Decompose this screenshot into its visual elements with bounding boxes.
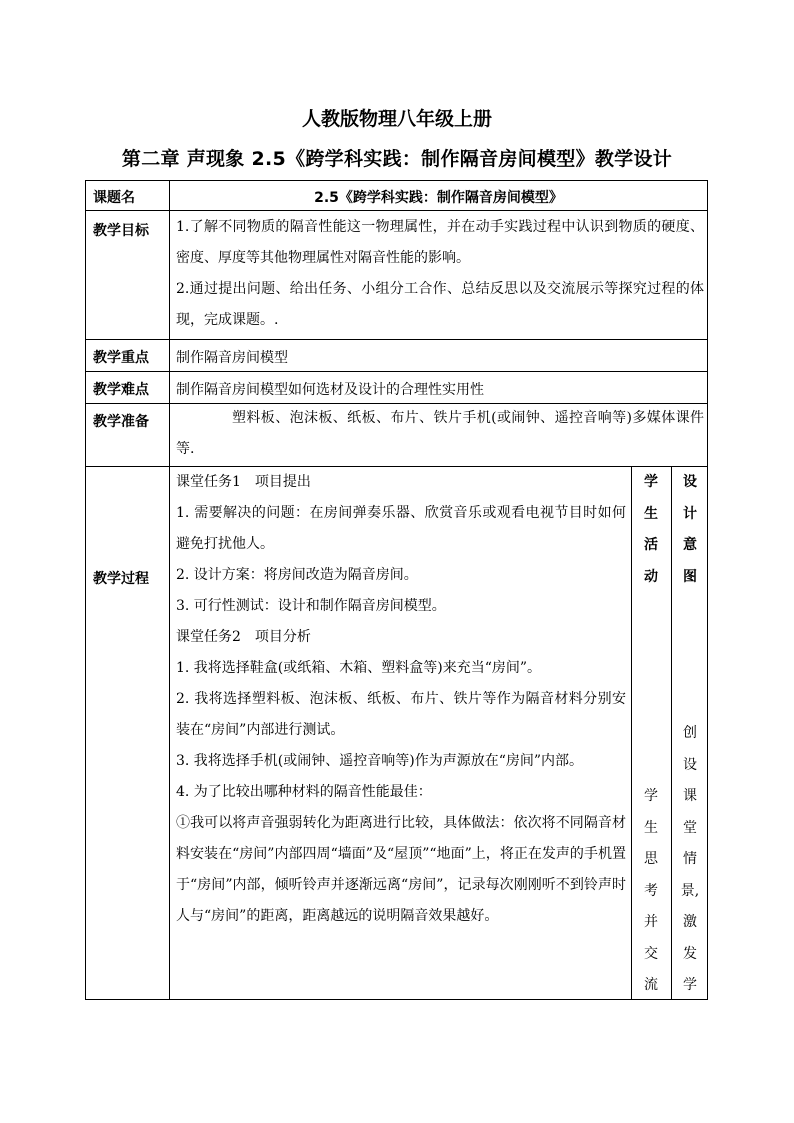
document-subtitle: 第二章 声现象 2.5《跨学科实践：制作隔音房间模型》教学设计 <box>121 148 673 170</box>
process-line: 3. 我将选择手机(或闹钟、遥控音响等)作为声源放在“房间”内部。 <box>176 753 584 769</box>
process-line: 课堂任务1 项目提出 <box>176 474 311 490</box>
table-label-divider <box>169 180 170 1000</box>
goals-label: 教学目标 <box>93 223 149 239</box>
process-line: 2. 我将选择塑料板、泡沫板、纸板、布片、铁片等作为隔音材料分别安装在“房间”内部进行测试。 <box>176 691 626 738</box>
row-divider <box>85 210 708 211</box>
design-intent-header: 设 计 意 图 <box>683 474 697 585</box>
column-divider <box>671 466 672 1000</box>
process-line: 1. 我将选择鞋盒(或纸箱、木箱、塑料盒等)来充当“房间”。 <box>176 660 542 676</box>
difficulty-value: 制作隔音房间模型如何选材及设计的合理性实用性 <box>176 382 484 398</box>
preparation-label: 教学准备 <box>93 414 149 430</box>
document-title: 人教版物理八年级上册 <box>301 108 492 130</box>
goals-text <box>176 212 704 336</box>
design-intent-text: 创 设 课 堂 情 景, 激 发 学 <box>680 725 700 993</box>
column-divider <box>631 466 632 1000</box>
process-text <box>176 467 626 932</box>
student-activity-header: 学 生 活 动 <box>644 474 658 585</box>
goals-paragraph-1: 1.了解不同物质的隔音性能这一物理属性，并在动手实践过程中认识到物质的硬度、密度、厚度等其他物理属性对隔音性能的影响。 <box>176 219 704 266</box>
topic-value: 2.5《跨学科实践：制作隔音房间模型》 <box>314 190 563 206</box>
process-label: 教学过程 <box>93 571 149 587</box>
row-divider <box>85 339 708 340</box>
process-line: 3. 可行性测试：设计和制作隔音房间模型。 <box>176 598 446 614</box>
student-activity-text: 学 生 思 考 并 交 流 <box>644 788 658 993</box>
process-line: 2. 设计方案：将房间改造为隔音房间。 <box>176 567 418 583</box>
goals-paragraph-2: 2.通过提出问题、给出任务、小组分工合作、总结反思以及交流展示等探究过程的体现，完成课题。. <box>176 281 704 328</box>
preparation-value: 塑料板、泡沫板、纸板、布片、铁片手机(或闹钟、遥控音响等)多媒体课件等. <box>176 410 704 457</box>
process-line: 4. 为了比较出哪种材料的隔音性能最佳： <box>176 784 432 800</box>
difficulty-label: 教学难点 <box>93 382 149 398</box>
row-divider <box>85 371 708 372</box>
process-line: 课堂任务2 项目分析 <box>176 629 311 645</box>
process-line: 1. 需要解决的问题：在房间弹奏乐器、欣赏音乐或观看电视节目时如何避免打扰他人。 <box>176 505 626 552</box>
topic-label: 课题名 <box>93 190 135 206</box>
key-point-label: 教学重点 <box>93 350 149 366</box>
key-point-value: 制作隔音房间模型 <box>176 350 288 366</box>
process-line: ①我可以将声音强弱转化为距离进行比较，具体做法：依次将不同隔音材料安装在“房间”内部四周“墙面”及“屋顶”“地面”上，将正在发声的手机置于“房间”内部，倾听铃声并逐渐远离“房间”，记录每次刚刚听不到铃声时人与“房间”的距离，距离越远的说明隔音效果越好。 <box>176 815 626 924</box>
